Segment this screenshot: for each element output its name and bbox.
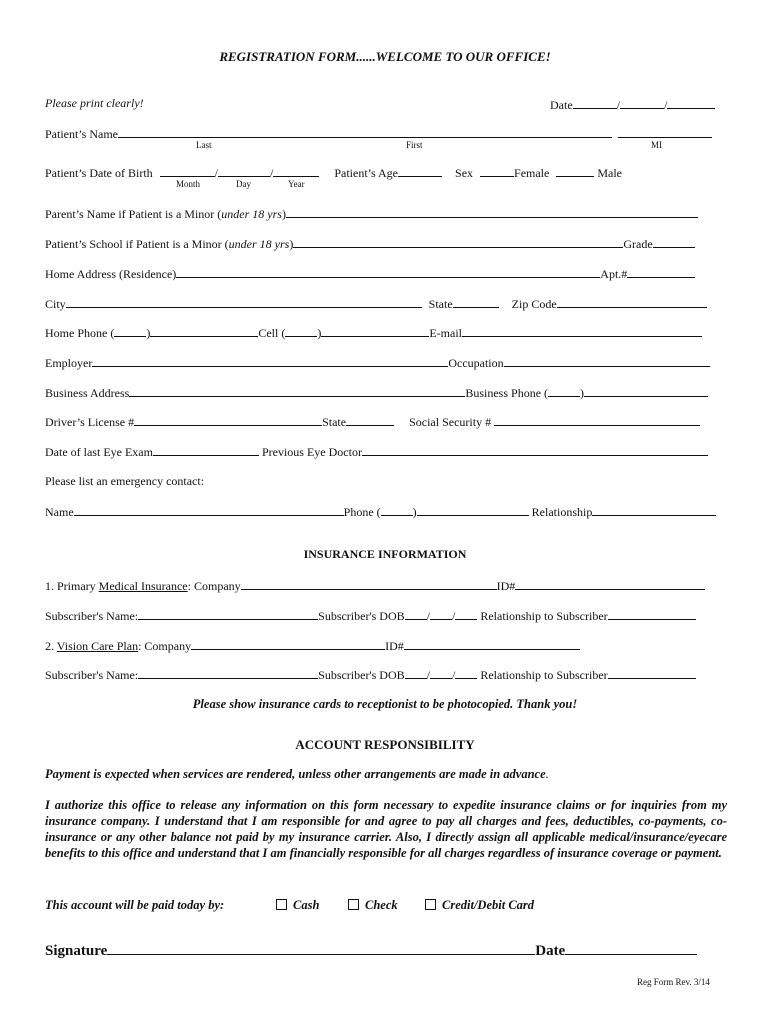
license-state-label: State xyxy=(322,415,347,429)
license-field[interactable] xyxy=(134,413,322,426)
female-field[interactable] xyxy=(480,164,514,177)
vision-suffix: : Company xyxy=(138,639,192,653)
primary-subscriber-name-field[interactable] xyxy=(138,607,318,620)
insurance-cards-note: Please show insurance cards to receptionist to be photocopied. Thank you! xyxy=(192,697,578,711)
vision-subscriber-row: Subscriber's Name: Subscriber's DOB / / Relationship to Subscriber xyxy=(45,666,725,682)
eye-exam-label: Date of last Eye Exam xyxy=(45,445,153,459)
vision-id-field[interactable] xyxy=(404,637,580,650)
home-phone-label: Home Phone ( xyxy=(45,326,115,340)
female-label: Female xyxy=(514,166,550,180)
ssn-field[interactable] xyxy=(494,413,700,426)
apt-label: Apt.# xyxy=(600,267,628,281)
date-label: Date xyxy=(550,98,573,112)
vision-subscriber-name-field[interactable] xyxy=(138,666,318,679)
month-caption: Month xyxy=(176,179,201,189)
signature-date-label: Date xyxy=(535,943,566,959)
payment-note-row xyxy=(45,767,725,781)
emergency-row xyxy=(45,503,725,519)
patient-mi-field[interactable] xyxy=(618,125,712,138)
vision-subscriber-name-label: Subscriber's Name: xyxy=(45,668,139,682)
vision-id-label: ID# xyxy=(385,639,404,653)
parent-name-field[interactable] xyxy=(286,205,698,218)
form-title: REGISTRATION FORM......WELCOME TO OUR OFFICE! xyxy=(219,49,551,64)
phone-row xyxy=(45,324,725,340)
ec-relationship-label: Relationship xyxy=(531,505,593,519)
male-label: Male xyxy=(597,166,622,180)
mi-caption: MI xyxy=(651,140,662,150)
prev-doctor-field[interactable] xyxy=(362,443,708,456)
primary-relationship-label: Relationship to Subscriber xyxy=(480,609,608,623)
cash-option[interactable] xyxy=(276,898,319,912)
primary-suffix: : Company xyxy=(187,579,241,593)
patient-name-field[interactable] xyxy=(118,125,612,138)
home-area-code-field[interactable] xyxy=(114,324,146,337)
primary-subscriber-name-label: Subscriber's Name: xyxy=(45,609,139,623)
paid-by-label: This account will be paid today by: xyxy=(45,898,225,912)
cell-phone-field[interactable] xyxy=(321,324,429,337)
dob-day-field[interactable] xyxy=(218,164,270,177)
primary-subscriber-dob-label: Subscriber's DOB xyxy=(318,609,405,623)
vision-subscriber-dob-label: Subscriber's DOB xyxy=(318,668,405,682)
vision-relationship-field[interactable] xyxy=(608,666,696,679)
school-under18-text: under 18 yrs xyxy=(228,237,290,251)
city-field[interactable] xyxy=(66,295,422,308)
primary-prefix: 1. Primary xyxy=(45,579,99,593)
emergency-label: Please list an emergency contact: xyxy=(45,474,205,488)
primary-subscriber-row: Subscriber's Name: Subscriber's DOB / / Relationship to Subscriber xyxy=(45,607,725,623)
email-field[interactable] xyxy=(462,324,702,337)
parent-under18-text: under 18 yrs xyxy=(221,207,282,221)
home-phone-close: ) xyxy=(146,326,151,340)
school-close-paren: ) xyxy=(289,237,294,251)
age-label: Patient’s Age xyxy=(334,166,399,180)
insurance-heading: INSURANCE INFORMATION xyxy=(303,547,467,561)
vision-company-field[interactable] xyxy=(191,637,385,650)
employer-label: Employer xyxy=(45,356,93,370)
primary-insurance-row xyxy=(45,577,725,593)
parent-name-row xyxy=(45,205,725,221)
signature-label: Signature xyxy=(45,943,108,959)
primary-medical-insurance-label: Medical Insurance xyxy=(98,579,188,593)
eye-exam-row xyxy=(45,443,725,459)
primary-id-label: ID# xyxy=(496,579,516,593)
dob-month-field[interactable] xyxy=(160,164,215,177)
signature-field[interactable] xyxy=(107,940,535,955)
primary-dob-day-field[interactable] xyxy=(430,607,452,620)
ec-phone-close: ) xyxy=(412,505,417,519)
sex-label: Sex xyxy=(455,166,474,180)
vision-dob-day-field[interactable] xyxy=(430,666,452,679)
business-phone-label: Business Phone ( xyxy=(465,386,549,400)
card-label: Credit/Debit Card xyxy=(442,898,535,912)
license-label: Driver’s License # xyxy=(45,415,135,429)
check-checkbox[interactable] xyxy=(348,899,359,910)
occupation-label: Occupation xyxy=(448,356,504,370)
ec-phone-label: Phone ( xyxy=(343,505,381,519)
vision-care-plan-label: Vision Care Plan xyxy=(56,639,139,653)
state-field[interactable] xyxy=(453,295,499,308)
city-row xyxy=(45,295,725,311)
account-heading: ACCOUNT RESPONSIBILITY xyxy=(295,737,475,752)
business-phone-close: ) xyxy=(580,386,585,400)
parent-name-label: Parent’s Name if Patient is a Minor ( xyxy=(45,207,222,221)
date-year-field[interactable] xyxy=(667,96,715,109)
home-phone-field[interactable] xyxy=(150,324,258,337)
signature-row xyxy=(45,940,697,960)
business-area-code-field[interactable] xyxy=(548,384,580,397)
ec-name-field[interactable] xyxy=(74,503,344,516)
cell-area-code-field[interactable] xyxy=(285,324,317,337)
age-field[interactable] xyxy=(398,164,442,177)
employer-row xyxy=(45,354,725,370)
cash-checkbox[interactable] xyxy=(276,899,287,910)
primary-id-field[interactable] xyxy=(515,577,705,590)
apt-field[interactable] xyxy=(627,265,695,278)
cash-label: Cash xyxy=(293,898,320,912)
primary-relationship-field[interactable] xyxy=(608,607,696,620)
vision-dob-year-field[interactable] xyxy=(455,666,477,679)
card-checkbox[interactable] xyxy=(425,899,436,910)
license-row xyxy=(45,413,725,429)
zip-label: Zip Code xyxy=(511,297,557,311)
dob-row: Patient’s Date of Birth / / Patient’s Age Sex Female Male xyxy=(45,166,622,180)
eye-exam-field[interactable] xyxy=(153,443,259,456)
state-label: State xyxy=(428,297,453,311)
vision-plan-row xyxy=(45,637,725,653)
school-field[interactable] xyxy=(293,235,623,248)
date-month-field[interactable] xyxy=(573,96,617,109)
business-row xyxy=(45,384,725,400)
date-field-group: Date / / xyxy=(550,96,715,112)
payment-note-period: . xyxy=(545,767,549,781)
ec-relationship-field[interactable] xyxy=(592,503,716,516)
signature-date-field[interactable] xyxy=(565,940,697,955)
card-option[interactable] xyxy=(425,898,534,912)
email-label: E-mail xyxy=(429,326,462,340)
male-field[interactable] xyxy=(556,164,594,177)
check-label: Check xyxy=(365,898,398,912)
grade-field[interactable] xyxy=(653,235,695,248)
address-field[interactable] xyxy=(176,265,600,278)
emergency-heading-row xyxy=(45,474,725,488)
vision-relationship-label: Relationship to Subscriber xyxy=(480,668,608,682)
business-phone-field[interactable] xyxy=(584,384,708,397)
dob-label: Patient’s Date of Birth xyxy=(45,166,153,180)
revision-note: Reg Form Rev. 3/14 xyxy=(637,977,710,987)
ec-phone-field[interactable] xyxy=(417,503,529,516)
check-option[interactable] xyxy=(348,898,398,912)
occupation-field[interactable] xyxy=(504,354,710,367)
last-caption: Last xyxy=(196,140,212,150)
dob-year-field[interactable] xyxy=(273,164,319,177)
first-caption: First xyxy=(406,140,423,150)
prev-doctor-label: Previous Eye Doctor xyxy=(261,445,362,459)
print-clearly-note: Please print clearly! xyxy=(45,96,144,110)
vision-prefix: 2. xyxy=(45,639,57,653)
business-address-label: Business Address xyxy=(45,386,130,400)
primary-company-field[interactable] xyxy=(241,577,497,590)
year-caption: Year xyxy=(288,179,305,189)
ec-name-label: Name xyxy=(45,505,74,519)
cell-label: Cell ( xyxy=(258,326,286,340)
primary-dob-month-field[interactable] xyxy=(405,607,427,620)
payment-note: Payment is expected when services are rendered, unless other arrangements are made in advance xyxy=(45,767,546,781)
cell-phone-close: ) xyxy=(317,326,322,340)
date-day-field[interactable] xyxy=(620,96,664,109)
license-state-field[interactable] xyxy=(346,413,394,426)
patient-name-row xyxy=(45,125,725,141)
zip-field[interactable] xyxy=(557,295,707,308)
vision-dob-month-field[interactable] xyxy=(405,666,427,679)
address-row xyxy=(45,265,725,281)
school-row xyxy=(45,235,725,251)
print-date-row xyxy=(45,96,725,110)
city-label: City xyxy=(45,297,66,311)
employer-field[interactable] xyxy=(92,354,448,367)
grade-label: Grade xyxy=(623,237,653,251)
school-label: Patient’s School if Patient is a Minor ( xyxy=(45,237,229,251)
primary-dob-year-field[interactable] xyxy=(455,607,477,620)
business-address-field[interactable] xyxy=(129,384,465,397)
day-caption: Day xyxy=(236,179,251,189)
ec-area-code-field[interactable] xyxy=(381,503,413,516)
patient-name-label: Patient’s Name xyxy=(45,127,118,141)
parent-close-paren: ) xyxy=(281,207,286,221)
ssn-label: Social Security # xyxy=(409,415,492,429)
address-label: Home Address (Residence) xyxy=(45,267,177,281)
payment-method-row xyxy=(45,898,725,912)
authorization-paragraph: I authorize this office to release any information on this form necessary to expedite insurance claims or for inquiries from my insurance company. I understand that I am responsible for and agree to pay all charges and fees, deductibles, co-payments, co-insurance or any other balance not paid by my insurance carrier. Also, I directly assign all applicable medical/insurance/eyecare benefits to this office and understand that I am financially responsible for all charges regardless of insurance coverage or payment. xyxy=(45,798,727,860)
